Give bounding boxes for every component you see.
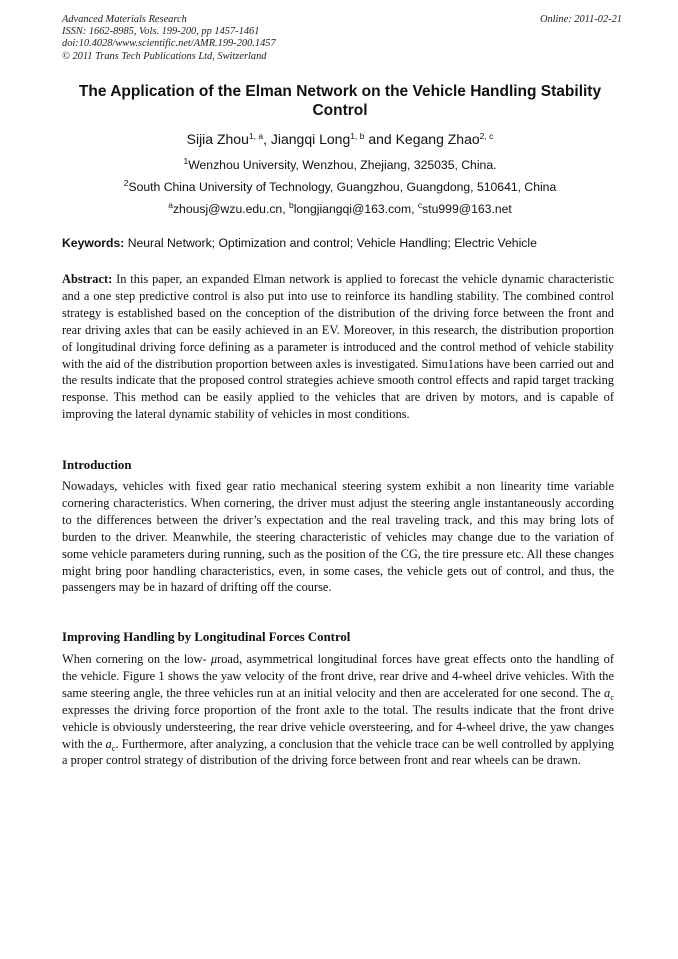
author-name: Sijia Zhou (186, 131, 249, 147)
author-list (62, 130, 618, 148)
body-text: When cornering on the low- (62, 652, 211, 666)
email-superscript: c (417, 200, 423, 210)
keywords (62, 235, 618, 251)
copyright-line: © 2011 Trans Tech Publications Ltd, Switzerland (62, 50, 267, 62)
affiliation-1 (62, 157, 618, 173)
affiliation-text: South China University of Technology, Guangzhou, Guangdong, 510641, China (128, 180, 557, 194)
introduction-heading: Introduction (62, 458, 132, 472)
author-name: Jiangqi Long (270, 131, 351, 147)
author-separator: and (364, 131, 396, 147)
keywords-text: Neural Network; Optimization and control; Vehicle Handling; Electric Vehicle (124, 236, 537, 250)
email-superscript: a (168, 200, 173, 210)
ac-subscript: c (610, 691, 614, 702)
issn-line: ISSN: 1662-8985, Vols. 199-200, pp 1457-1461 (62, 26, 260, 38)
body-text: . Furthermore, after analyzing, a conclusion that the vehicle trace can be well controlled by applying a proper control strategy of distribution of the driving force between front and rear wheels can be drawn. (62, 736, 614, 768)
affiliation-2 (62, 179, 618, 195)
author-superscript: 2, c (479, 131, 494, 141)
email-list (62, 201, 618, 217)
section-heading: Improving Handling by Longitudinal Forces Control (62, 630, 351, 644)
affiliation-superscript: 2 (123, 178, 129, 188)
abstract-label: Abstract: (62, 272, 113, 286)
email-link[interactable]: zhousj@wzu.edu.cn, (172, 202, 289, 216)
affiliation-text: Wenzhou University, Wenzhou, Zhejiang, 325035, China. (188, 158, 497, 172)
ac-symbol: a (604, 685, 611, 700)
online-date: Online: 2011-02-21 (539, 14, 622, 25)
body-text: road, asymmetrical longitudinal forces have great effects onto the handling of the vehicle. Figure 1 shows the yaw velocity of the front drive, rear drive and 4-wheel drive vehicles. With the same steering angle, the three vehicles run at an initial velocity and then are accelerated for one second. The (62, 652, 614, 700)
paper-title: The Application of the Elman Network on the Vehicle Handling Stability Control (78, 83, 602, 119)
body-text: expresses the driving force proportion of the front axle to the total. The results indicate that the front drive vehicle is obviously understeering, the rear drive vehicle oversteering, and for 4-wheel drive, the yaw changes with the (62, 702, 614, 751)
author-superscript: 1, b (350, 131, 365, 141)
abstract-text: In this paper, an expanded Elman network is applied to forecast the vehicle dynamic characteristic and a one step predictive control is also put into use to reinforce its handling stability. The combined control strategy is established based on the conception of the distribution of the driving force between the front and rear driving axles that can be easily achieved in an EV. Moreover, in this research, the distribution proportion of longitudinal driving force defining as a parameter is introduced and the control method of vehicle stability with the aid of the distribution proportion between axles is investigated. Simu1ations have been carried out and the results indicate that the proposed control strategies achieve smooth control effects and rapid target tracking response. This method can be easily applied to the vehicles that are driven by motors, and is capable of improving the lateral dynamic stability of vehicles in most conditions. (62, 272, 614, 422)
author-superscript: 1, a (248, 131, 264, 141)
email-link[interactable]: stu999@163.net (422, 202, 512, 216)
affiliation-superscript: 1 (183, 156, 189, 166)
doi-line[interactable]: doi:10.4028/www.scientific.net/AMR.199-200.1457 (62, 38, 276, 50)
email-superscript: b (288, 200, 294, 210)
author-separator: , (263, 131, 271, 147)
ac-subscript: c (111, 742, 116, 753)
journal-name: Advanced Materials Research (62, 14, 187, 25)
keywords-label: Keywords: (62, 236, 125, 250)
mu-symbol: μ (210, 652, 218, 666)
abstract (62, 271, 614, 423)
author-name: Kegang Zhao (395, 131, 480, 147)
ac-symbol: a (105, 736, 112, 751)
email-link[interactable]: longjiangqi@163.com, (293, 202, 418, 216)
running-header (62, 14, 622, 63)
section-paragraph (62, 651, 614, 769)
introduction-paragraph: Nowadays, vehicles with fixed gear ratio mechanical steering system exhibit a non linearity time variable cornering characteristics. When cornering, the driver must adjust the steering angle instantaneously according to the differences between the driver’s expectation and the real traveling track, and this may bring lots of burden to the driver. Meanwhile, the steering characteristic of vehicles may change due to the variation of some vehicle parameters during running, such as the position of the CG, the tire pressure etc. All these changes might bring poor handling characteristics, even, in some cases, the vehicle gets out of control, and thus, the passengers may be in hazard of drifting off the course. (62, 479, 614, 595)
